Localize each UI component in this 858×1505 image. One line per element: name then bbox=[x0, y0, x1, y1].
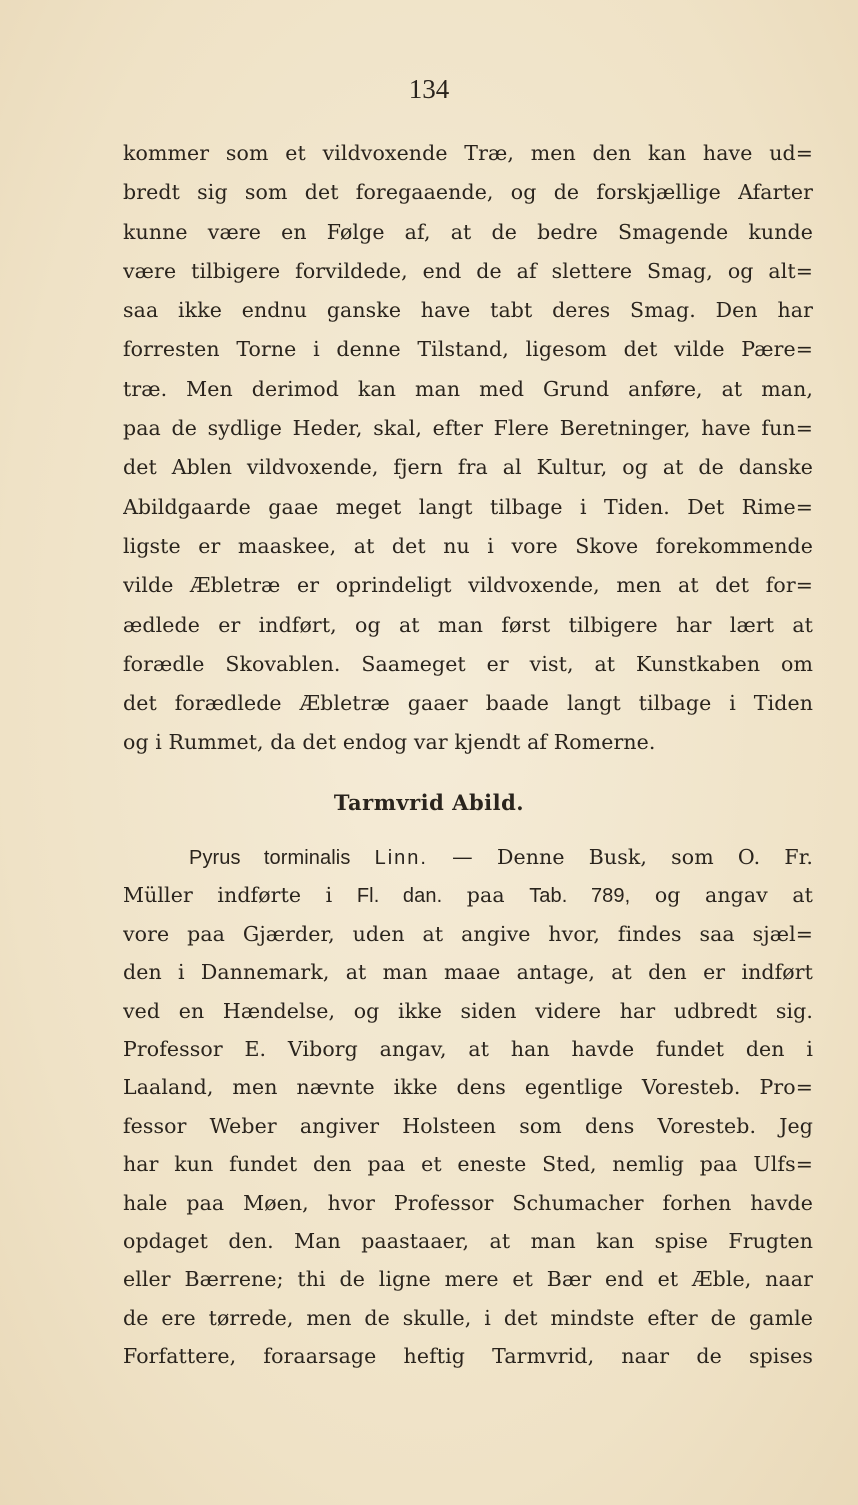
text-line: kommer som et vildvoxende Træ, men den kan have ud= bbox=[123, 141, 813, 165]
paragraph-apple-origin bbox=[123, 134, 813, 763]
text-line: fessor Weber angiver Holsteen som dens Voresteb. Jeg bbox=[123, 1113, 813, 1138]
text-line: den i Dannemark, at man maae antage, at den er indført bbox=[123, 960, 813, 985]
text-line: kunne være en Følge af, at de bedre Smagende kunde bbox=[123, 219, 813, 244]
text-line: eller Bærrene; thi de ligne mere et Bær end et Æble, naar bbox=[123, 1267, 813, 1292]
text-line: ligste er maaskee, at det nu i vore Skove forekommende bbox=[123, 533, 813, 558]
text-line: Abildgaarde gaae meget langt tilbage i Tiden. Det Rime= bbox=[123, 494, 813, 519]
flora-reference: Fl. dan. bbox=[356, 885, 443, 908]
paragraph-pyrus-torminalis bbox=[123, 838, 813, 1375]
text-line: Laaland, men nævnte ikke dens egentlige Voresteb. Pro= bbox=[123, 1075, 813, 1100]
text-line-first bbox=[123, 838, 813, 876]
text-line: ædlede er indført, og at man først tilbigere har lært at bbox=[123, 612, 813, 637]
text-line: Forfattere, foraarsage heftig Tarmvrid, naar de spises bbox=[123, 1344, 813, 1369]
text-line: saa ikke endnu ganske have tabt deres Smag. Den har bbox=[123, 298, 813, 323]
text-line: bredt sig som det foregaaende, og de forskjællige Afarter bbox=[123, 180, 813, 205]
text-line: de ere tørrede, men de skulle, i det mindste efter de gamle bbox=[123, 1305, 813, 1330]
text-line: træ. Men derimod kan man med Grund anføre, at man, bbox=[123, 376, 813, 401]
text-line: det Ablen vildvoxende, fjern fra al Kultur, og at de danske bbox=[123, 455, 813, 480]
text-line: forresten Torne i denne Tilstand, ligesom det vilde Pære= bbox=[123, 337, 813, 362]
text-line: paa de sydlige Heder, skal, efter Flere Beretninger, have fun= bbox=[123, 416, 813, 441]
text-line-reference bbox=[123, 876, 813, 914]
text-line: ved en Hændelse, og ikke siden videre har udbredt sig. bbox=[123, 998, 813, 1023]
page-number: 134 bbox=[408, 74, 450, 104]
text-line: opdaget den. Man paastaaer, at man kan spise Frugten bbox=[123, 1228, 813, 1253]
text-line: det forædlede Æbletræ gaaer baade langt tilbage i Tiden bbox=[123, 691, 813, 716]
text-fragment: og angav at bbox=[654, 883, 813, 908]
latin-species-name: Pyrus torminalis bbox=[189, 847, 351, 869]
text-line: forædle Skovablen. Saameget er vist, at Kunstkaben om bbox=[123, 651, 813, 676]
text-line: hale paa Møen, hvor Professor Schumacher forhen havde bbox=[123, 1190, 813, 1215]
species-author: Linn. bbox=[374, 847, 428, 869]
plate-reference: Tab. 789, bbox=[529, 885, 631, 908]
text-line: Professor E. Viborg angav, at han havde fundet den i bbox=[123, 1036, 813, 1061]
text-line: vore paa Gjærder, uden at angive hvor, findes saa sjæl= bbox=[123, 921, 813, 946]
text-fragment: — Denne Busk, som O. Fr. bbox=[452, 845, 813, 869]
text-line: vilde Æbletræ er oprindeligt vildvoxende, men at det for= bbox=[123, 573, 813, 598]
section-heading: Tarmvrid Abild. bbox=[333, 790, 525, 815]
text-fragment: paa bbox=[466, 883, 505, 908]
text-line: være tilbigere forvildede, end de af slettere Smag, og alt= bbox=[123, 258, 813, 283]
text-line: har kun fundet den paa et eneste Sted, nemlig paa Ulfs= bbox=[123, 1152, 813, 1177]
text-fragment: Müller indførte i bbox=[123, 883, 333, 908]
text-line: og i Rummet, da det endog var kjendt af Romerne. bbox=[123, 730, 656, 755]
